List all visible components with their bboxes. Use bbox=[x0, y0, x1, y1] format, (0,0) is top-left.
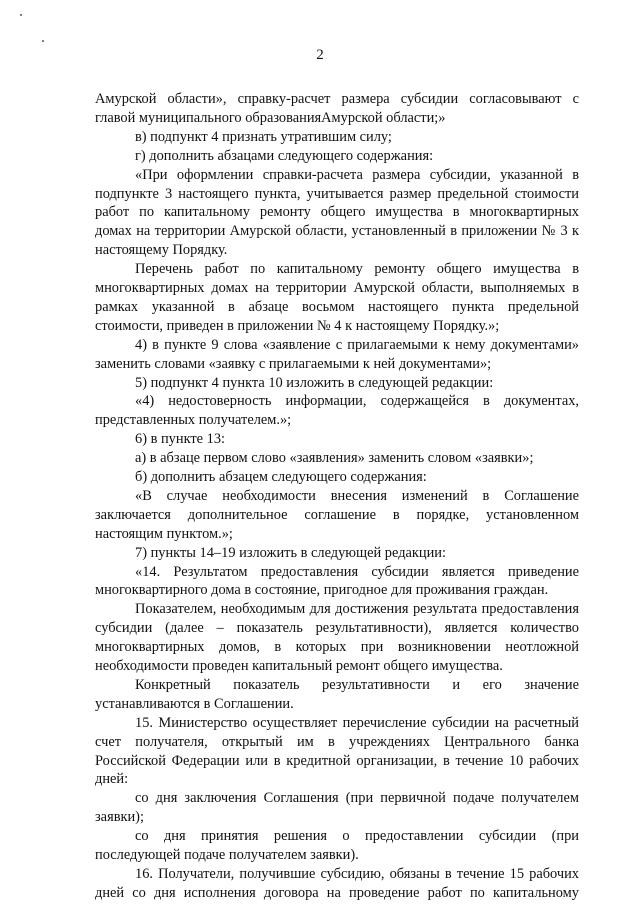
text-line: Показателем, необходимым для достижения результата предоставления bbox=[135, 601, 579, 618]
text-line: представленных получателем.»; bbox=[95, 412, 292, 429]
text-line: заявки); bbox=[95, 809, 144, 826]
text-line: настоящему Порядку. bbox=[95, 242, 228, 259]
text-line: «14. Результатом предоставления субсидии является приведение bbox=[135, 563, 579, 580]
text-line: необходимости проведен капитальный ремонт общего имущества. bbox=[95, 658, 503, 674]
scan-speck bbox=[20, 14, 22, 16]
text-line: многоквартирного дома в состояние, пригодное для проживания граждан. bbox=[95, 582, 549, 599]
text-line: подпункте 3 настоящего пункта, учитывается размер предельной стоимости bbox=[95, 185, 579, 202]
text-line: настоящим пунктом.»; bbox=[95, 525, 233, 542]
text-line: работ по капитальному ремонту общего имущества в многоквартирных bbox=[95, 204, 579, 221]
text-line: «При оформлении справки-расчета размера субсидии, указанной в bbox=[135, 166, 579, 183]
text-line: главой муниципального образованияАмурской области;» bbox=[95, 109, 446, 126]
text-line: «В случае необходимости внесения изменений в Соглашение bbox=[135, 487, 579, 504]
text-line: г) дополнить абзацами следующего содержания: bbox=[135, 147, 434, 164]
text-line: Перечень работ по капитальному ремонту общего имущества в bbox=[135, 261, 579, 278]
text-line: субсидии (далее – показатель результативности), является количество bbox=[95, 620, 579, 637]
text-line: со дня заключения Соглашения (при первичной подаче получателем bbox=[135, 790, 579, 807]
text-line: многоквартирных домов, в которых при возникновении неотложной bbox=[95, 639, 579, 656]
text-line: устанавливаются в Соглашении. bbox=[95, 695, 294, 712]
text-line: 4) в пункте 9 слова «заявление с прилагаемыми к нему документами» bbox=[135, 336, 579, 353]
text-line: дней: bbox=[95, 771, 129, 788]
text-line: в) подпункт 4 признать утратившим силу; bbox=[135, 128, 392, 145]
page-number: 2 bbox=[316, 47, 324, 63]
text-line: Конкретный показатель результативности и его значение bbox=[135, 676, 579, 693]
text-line: дней со дня исполнения договора на проведение работ по капитальному bbox=[95, 884, 579, 901]
text-line: 5) подпункт 4 пункта 10 изложить в следующей редакции: bbox=[135, 374, 494, 391]
text-line: заменить словами «заявку с прилагаемыми к ней документами»; bbox=[95, 355, 492, 372]
text-line: многоквартирных домах на территории Амурской области, выполняемых в bbox=[95, 280, 579, 296]
text-line: 7) пункты 14–19 изложить в следующей редакции: bbox=[135, 544, 446, 561]
text-line: 15. Министерство осуществляет перечисление субсидии на расчетный bbox=[135, 714, 579, 731]
text-line: Российской Федерации или в кредитной организации, в течение 10 рабочих bbox=[95, 752, 579, 769]
text-line: рамках указанной в абзаце восьмом настоящего пункта предельной bbox=[95, 298, 579, 315]
text-line: 16. Получатели, получившие субсидию, обязаны в течение 15 рабочих bbox=[135, 865, 579, 882]
text-line: со дня принятия решения о предоставлении субсидии (при bbox=[135, 828, 579, 845]
text-line: счет получателя, открытый им в учреждениях Центрального банка bbox=[95, 733, 579, 750]
text-line: 6) в пункте 13: bbox=[135, 431, 226, 448]
scan-speck bbox=[42, 40, 44, 42]
text-line: а) в абзаце первом слово «заявления» заменить словом «заявки»; bbox=[135, 450, 534, 467]
text-line: заключается дополнительное соглашение в порядке, установленном bbox=[95, 506, 579, 523]
text-line: Амурской области», справку-расчет размера субсидии согласовывают с bbox=[95, 91, 579, 107]
text-line: «4) недостоверность информации, содержащейся в документах, bbox=[135, 393, 579, 410]
text-line: б) дополнить абзацем следующего содержания: bbox=[135, 469, 427, 485]
text-line: домах на территории Амурской области, установленный в приложении № 3 к bbox=[95, 223, 579, 240]
text-line: стоимости, приведен в приложении № 4 к настоящему Порядку.»; bbox=[95, 317, 500, 334]
text-line: последующей подаче получателем заявки). bbox=[95, 847, 359, 863]
